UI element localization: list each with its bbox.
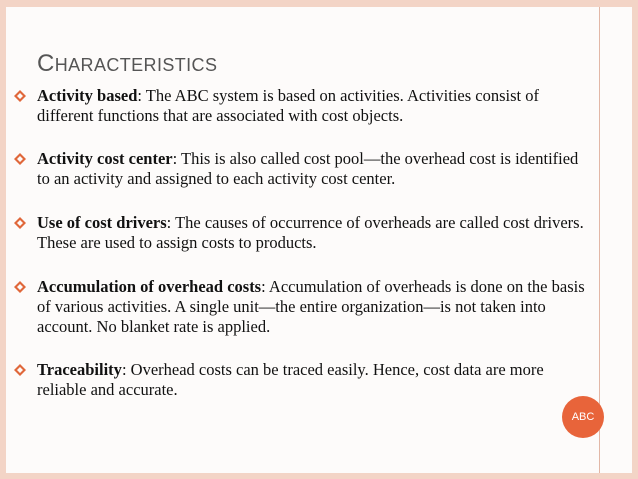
bullet-item — [14, 86, 594, 126]
bullet-text: : The causes of occurrence of overheads are called cost drivers. These are used to assign costs to products. — [37, 213, 584, 252]
diamond-bullet-icon — [14, 364, 26, 376]
bullet-list — [14, 86, 594, 400]
bullet-term: Accumulation of overhead costs — [37, 277, 262, 296]
bullet-term: Activity cost center — [37, 149, 173, 168]
slide-border-right — [632, 0, 638, 479]
title-initial: C — [37, 50, 55, 77]
slide-border-left — [0, 0, 6, 479]
bullet-text: : The ABC system is based on activities. Activities consist of different functions that are associated with cost objects. — [37, 86, 539, 125]
bullet-item — [14, 277, 594, 337]
bullet-term: Use of cost drivers — [37, 213, 167, 232]
bullet-term: Traceability — [37, 360, 122, 379]
bullet-item — [14, 213, 594, 253]
diamond-bullet-icon — [14, 281, 26, 293]
slide-border-bottom — [0, 473, 638, 479]
bullet-text: : Overhead costs can be traced easily. Hence, cost data are more reliable and accurate. — [37, 360, 544, 399]
diamond-bullet-icon — [14, 90, 26, 102]
bullet-text: : Accumulation of overheads is done on the basis of various activities. A single unit—the entire organization—is not taken into account. No blanket rate is applied. — [37, 277, 585, 336]
bullet-text: : This is also called cost pool—the overhead cost is identified to an activity and assigned to each activity cost center. — [37, 149, 579, 188]
bullet-term: Activity based — [37, 86, 138, 105]
slide-title — [37, 50, 217, 78]
diamond-bullet-icon — [14, 217, 26, 229]
abc-badge: ABC — [562, 396, 604, 438]
title-rest: HARACTERISTICS — [54, 55, 218, 75]
diamond-bullet-icon — [14, 153, 26, 165]
bullet-item — [14, 149, 594, 189]
slide-border-top — [0, 0, 638, 7]
bullet-item — [14, 360, 594, 400]
